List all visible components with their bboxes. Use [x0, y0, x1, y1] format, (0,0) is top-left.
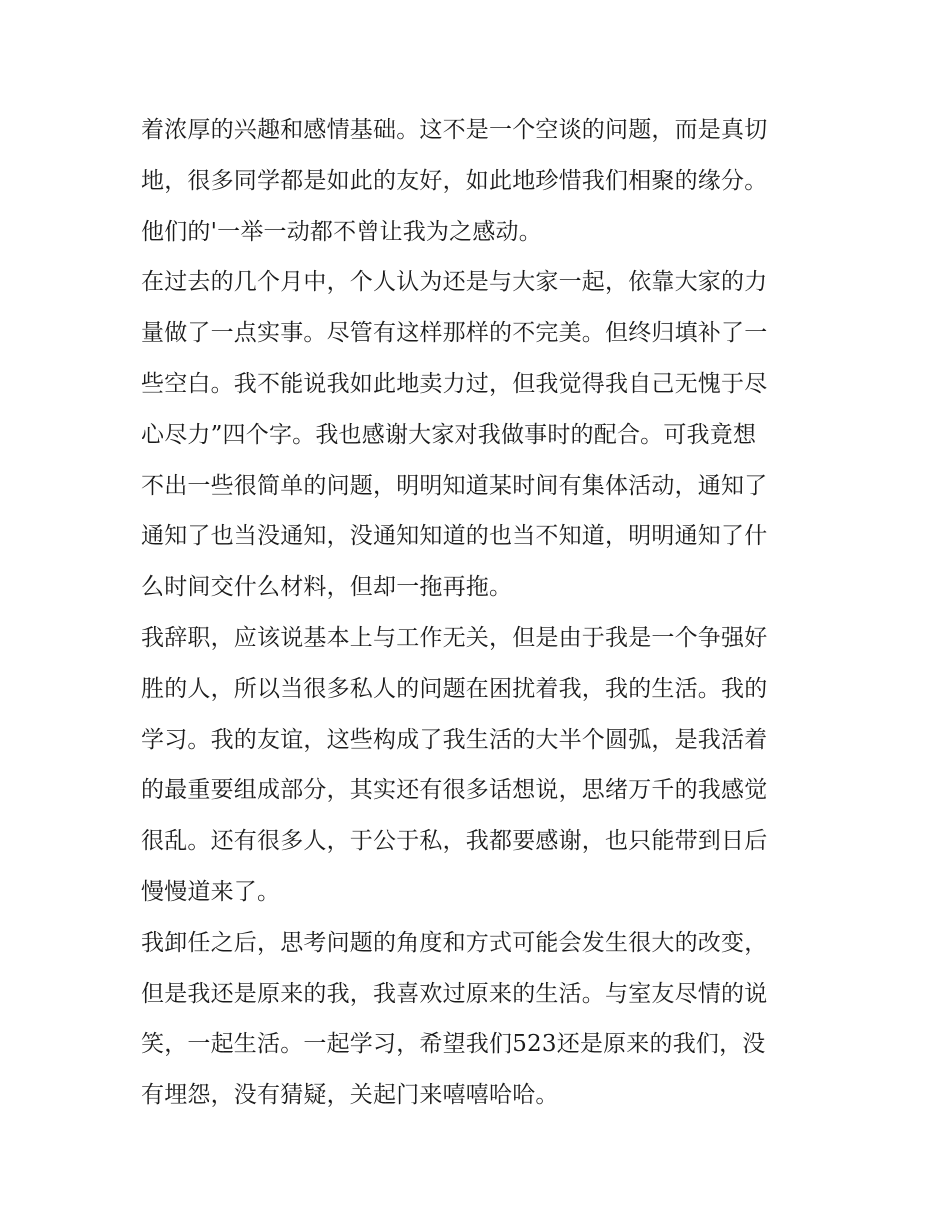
- text-line: 有埋怨，没有猜疑，关起门来嘻嘻哈哈。: [141, 1082, 559, 1109]
- document-body: [141, 105, 813, 1121]
- text-line: 学习。我的友谊，这些构成了我生活的大半个圆弧，是我活着: [141, 726, 768, 753]
- text-line: 笑，一起生活。一起学习，希望我们523还是原来的我们，没: [141, 1031, 766, 1058]
- text-line: 通知了也当没通知，没通知知道的也当不知道，明明通知了什: [141, 523, 768, 550]
- text-line: 心尽力”四个字。我也感谢大家对我做事时的配合。可我竟想: [141, 421, 757, 448]
- text-line: 不出一些很简单的问题，明明知道某时间有集体活动，通知了: [141, 472, 768, 499]
- text-line: 在过去的几个月中，个人认为还是与大家一起，依靠大家的力: [141, 269, 768, 296]
- text-line: 的最重要组成部分，其实还有很多话想说，思绪万千的我感觉: [141, 777, 768, 804]
- text-line: 地，很多同学都是如此的友好，如此地珍惜我们相聚的缘分。: [141, 167, 768, 194]
- text-line: 慢慢道来了。: [141, 878, 281, 905]
- text-line: 但是我还是原来的我，我喜欢过原来的生活。与室友尽情的说: [141, 980, 768, 1007]
- text-line: 量做了一点实事。尽管有这样那样的不完美。但终归填补了一: [141, 320, 768, 347]
- text-line: 我卸任之后，思考问题的角度和方式可能会发生很大的改变，: [141, 929, 768, 956]
- text-line: 我辞职，应该说基本上与工作无关，但是由于我是一个争强好: [141, 624, 768, 651]
- text-line: 胜的人，所以当很多私人的问题在困扰着我，我的生活。我的: [141, 675, 768, 702]
- text-line: 些空白。我不能说我如此地卖力过，但我觉得我自己无愧于尽: [141, 370, 768, 397]
- text-line: 着浓厚的兴趣和感情基础。这不是一个空谈的问题，而是真切: [141, 117, 768, 143]
- text-line: 很乱。还有很多人，于公于私，我都要感谢，也只能带到日后: [141, 828, 768, 855]
- text-line: 他们的'一举一动都不曾让我为之感动。: [141, 218, 542, 245]
- text-line: 么时间交什么材料，但却一拖再拖。: [141, 574, 513, 601]
